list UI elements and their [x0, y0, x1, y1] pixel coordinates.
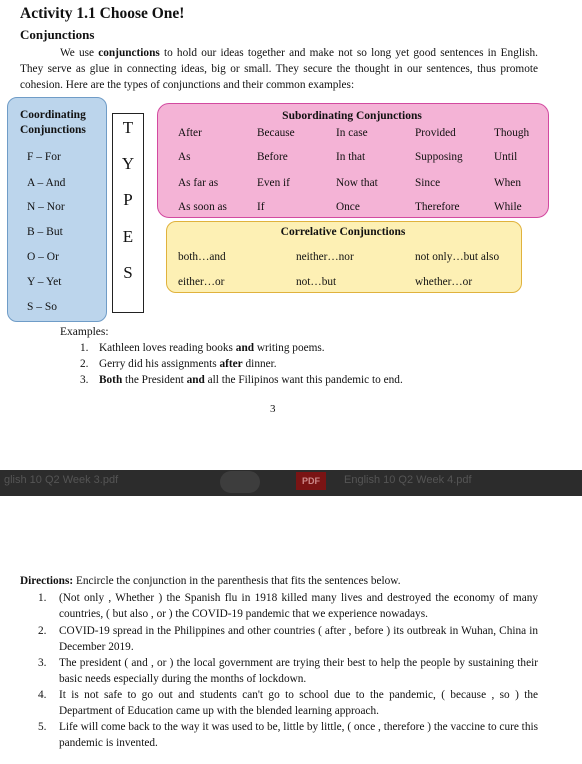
direction-item: 2. COVID-19 spread in the Philippines and other countries ( after , before ) its outbreak in Wuhan, China in December 2019. — [38, 625, 538, 653]
types-letter: T — [122, 118, 134, 137]
sub-cell: Provided — [415, 127, 456, 139]
sub-cell: If — [257, 201, 265, 213]
direction-item: 1. (Not only , Whether ) the Spanish flu in 1918 killed many lives and destroyed the economy of many countries, ( but also , or ) the COVID-19 pandemic that we experience nowadays. — [38, 592, 538, 620]
correlative-title: Correlative Conjunctions — [280, 226, 406, 238]
coordinating-item: B – But — [27, 226, 63, 238]
cor-cell: not only…but also — [415, 251, 500, 263]
sub-cell: Though — [494, 127, 530, 139]
tab-next-file[interactable]: English 10 Q2 Week 4.pdf — [344, 474, 472, 486]
coordinating-item: O – Or — [27, 251, 59, 263]
types-letter: P — [123, 190, 133, 209]
sub-cell: As soon as — [178, 201, 227, 213]
sub-cell: Once — [336, 201, 360, 213]
coordinating-item: F – For — [27, 151, 61, 163]
sub-cell: Even if — [257, 177, 290, 189]
example-item: 1. Kathleen loves reading books and writing poems. — [80, 342, 325, 354]
sub-cell: Supposing — [415, 151, 463, 163]
examples-label: Examples: — [60, 326, 109, 338]
coordinating-title: Coordinating Conjunctions — [20, 109, 86, 136]
pdf-file-icon: PDF — [296, 472, 326, 490]
coordinating-item: Y – Yet — [27, 276, 62, 288]
example-item: 3. Both the President and all the Filipinos want this pandemic to end. — [80, 374, 403, 386]
sub-cell: When — [494, 177, 521, 189]
cor-cell: neither…nor — [296, 251, 354, 263]
section-title: Conjunctions — [20, 27, 95, 42]
sub-cell: In case — [336, 127, 368, 139]
sub-cell: Before — [257, 151, 288, 163]
cor-cell: both…and — [178, 251, 226, 263]
tab-previous-file[interactable]: glish 10 Q2 Week 3.pdf — [4, 474, 119, 486]
sub-cell: As far as — [178, 177, 219, 189]
activity-title: Activity 1.1 Choose One! — [20, 5, 185, 22]
sub-cell: Now that — [336, 177, 378, 189]
page-number: 3 — [270, 403, 276, 415]
sub-cell: Since — [415, 177, 441, 189]
sub-cell: After — [178, 127, 202, 139]
coordinating-item: S – So — [27, 301, 58, 313]
cor-cell: not…but — [296, 276, 337, 288]
direction-item: 4. It is not safe to go out and students can't go to school due to the pandemic, ( because , so ) the Department of Education came up with the blended learning approach. — [38, 689, 538, 717]
sub-cell: Therefore — [415, 201, 460, 213]
sub-cell: In that — [336, 151, 366, 163]
coordinating-item: A – And — [27, 177, 66, 189]
types-letter: E — [122, 227, 134, 246]
example-item: 2. Gerry did his assignments after dinner. — [80, 358, 277, 370]
sub-cell: While — [494, 201, 522, 213]
intro-paragraph: We use conjunctions to hold our ideas together and make not so long yet good sentences in English. They serve as glue in connecting ideas, big or small. They secure the thought in our sentences, thus promote cohesion. Here are the types of conjunctions and their common examples: — [20, 47, 539, 91]
cor-cell: either…or — [178, 276, 225, 288]
directions: Directions: Encircle the conjunction in the parenthesis that fits the sentences below. — [20, 575, 401, 587]
direction-item: 3. The president ( and , or ) the local government are trying their best to help the people by sustaining their basic needs especially during the months of lockdown. — [38, 657, 538, 685]
types-box — [112, 113, 144, 313]
subordinating-title: Subordinating Conjunctions — [282, 110, 422, 122]
sub-cell: As — [178, 151, 191, 163]
nav-button[interactable] — [220, 471, 260, 493]
cor-cell: whether…or — [415, 276, 473, 288]
types-letter: Y — [121, 154, 135, 173]
sub-cell: Because — [257, 127, 295, 139]
types-letter: S — [123, 263, 133, 282]
sub-cell: Until — [494, 151, 518, 163]
direction-item: 5. Life will come back to the way it was used to be, little by little, ( once , therefore ) the vaccine to cure this pandemic is invented. — [38, 721, 539, 749]
coordinating-item: N – Nor — [27, 201, 65, 213]
